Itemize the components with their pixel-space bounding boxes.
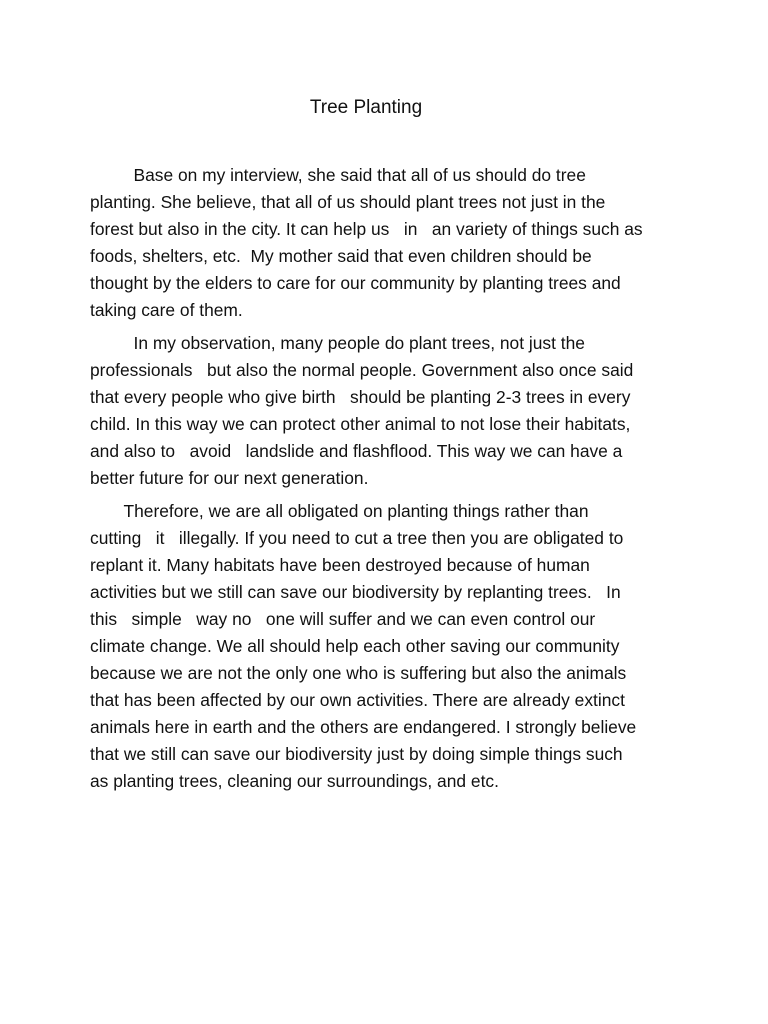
paragraph-line: climate change. We all should help each other saving our community bbox=[90, 636, 620, 656]
paragraph-line: better future for our next generation. bbox=[90, 468, 369, 488]
paragraph-line: Therefore, we are all obligated on planting things rather than bbox=[90, 501, 589, 521]
paragraph-line: activities but we still can save our biodiversity by replanting trees. In bbox=[90, 582, 621, 602]
paragraph-line: In my observation, many people do plant trees, not just the bbox=[90, 333, 585, 353]
document-title: Tree Planting bbox=[309, 97, 423, 118]
paragraph-line: professionals but also the normal people. Government also once said bbox=[90, 360, 634, 380]
paragraph-line: child. In this way we can protect other animal to not lose their habitats, bbox=[90, 414, 631, 434]
paragraph-line: cutting it illegally. If you need to cut a tree then you are obligated to bbox=[90, 528, 624, 548]
paragraph-line: this simple way no one will suffer and we can even control our bbox=[90, 609, 596, 629]
paragraph-line: foods, shelters, etc. My mother said that even children should be bbox=[90, 246, 592, 266]
paragraph-line: thought by the elders to care for our community by planting trees and bbox=[90, 273, 621, 293]
paragraph-3 bbox=[90, 498, 690, 795]
paragraph-2 bbox=[90, 330, 690, 492]
paragraph-line: animals here in earth and the others are endangered. I strongly believe bbox=[90, 717, 637, 737]
paragraph-line: forest but also in the city. It can help us in an variety of things such as bbox=[90, 219, 643, 239]
paragraph-line: that has been affected by our own activities. There are already extinct bbox=[90, 690, 625, 710]
paragraph-line: replant it. Many habitats have been destroyed because of human bbox=[90, 555, 590, 575]
paragraph-line: that we still can save our biodiversity just by doing simple things such bbox=[90, 744, 623, 764]
paragraph-line: as planting trees, cleaning our surroundings, and etc. bbox=[90, 771, 499, 791]
paragraph-line: Base on my interview, she said that all of us should do tree bbox=[90, 165, 586, 185]
paragraph-line: that every people who give birth should be planting 2-3 trees in every bbox=[90, 387, 631, 407]
paragraph-line: taking care of them. bbox=[90, 300, 243, 320]
paragraph-1 bbox=[90, 162, 690, 324]
paragraph-line: and also to avoid landslide and flashflood. This way we can have a bbox=[90, 441, 623, 461]
paragraph-line: because we are not the only one who is suffering but also the animals bbox=[90, 663, 627, 683]
paragraph-line: planting. She believe, that all of us should plant trees not just in the bbox=[90, 192, 606, 212]
document-body bbox=[90, 162, 690, 801]
